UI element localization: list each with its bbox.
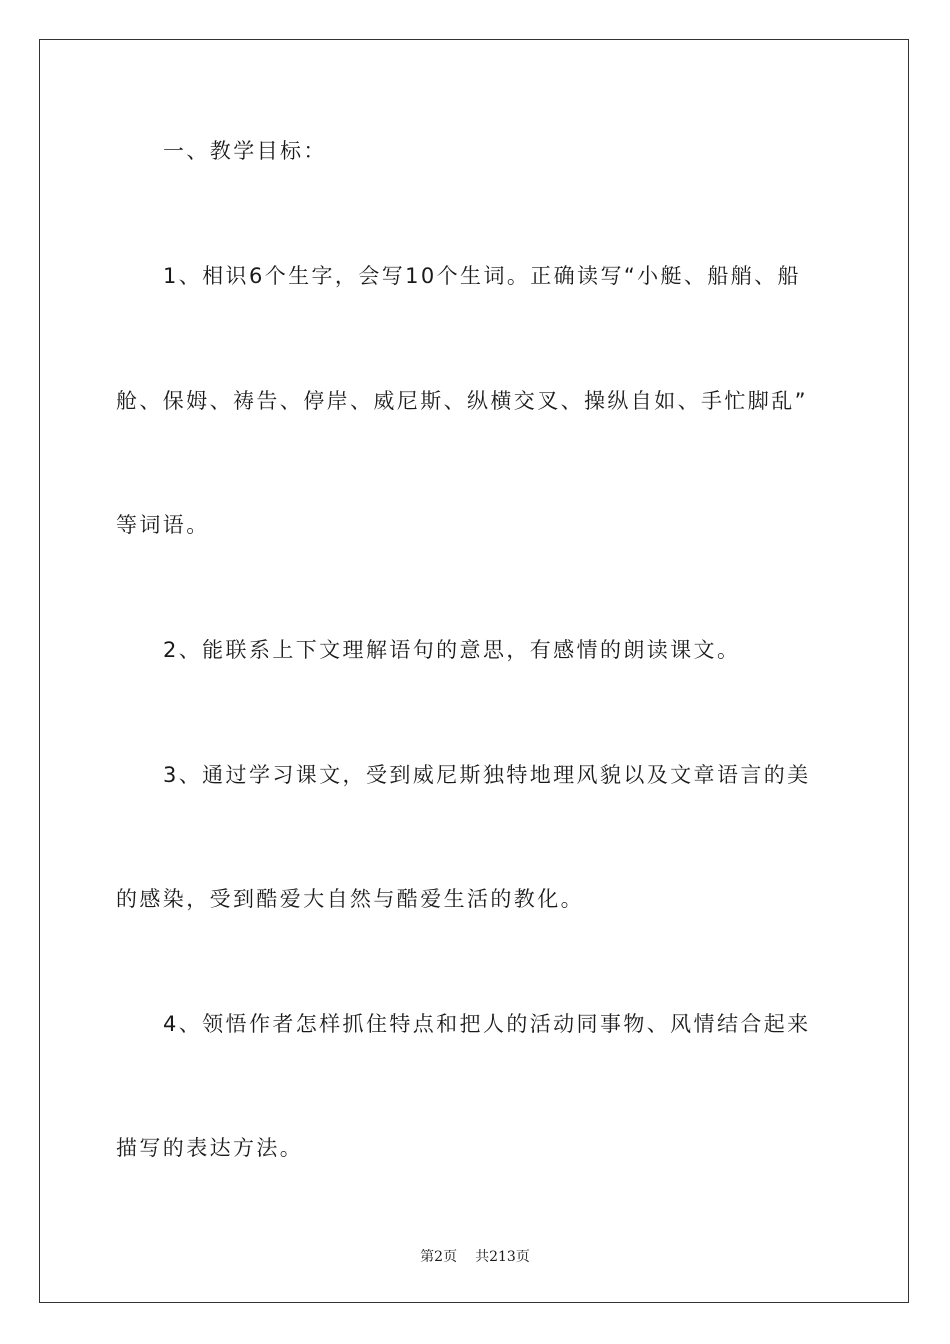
paragraph-line: 4、领悟作者怎样抓住特点和把人的活动同事物、风情结合起来 (163, 1012, 811, 1036)
paragraph-line: 等词语。 (116, 513, 210, 537)
paragraph-line: 3、通过学习课文，受到威尼斯独特地理风貌以及文章语言的美 (163, 763, 811, 787)
paragraph-line: 描写的表达方法。 (116, 1136, 304, 1160)
paragraph-line: 的感染，受到酷爱大自然与酷爱生活的教化。 (116, 887, 584, 911)
paragraph-line: 舱、保姆、祷告、停岸、威尼斯、纵横交叉、操纵自如、手忙脚乱” (116, 389, 808, 413)
page-frame (39, 39, 909, 1303)
page-footer (0, 1248, 950, 1266)
paragraph-line: 2、能联系上下文理解语句的意思，有感情的朗读课文。 (163, 638, 741, 662)
page-total: 共213页 (475, 1249, 530, 1265)
page-number: 第2页 (420, 1249, 458, 1265)
paragraph-line: 1、相识6个生字，会写10个生词。正确读写“小艇、船艄、船 (163, 264, 801, 288)
section-heading: 一、教学目标： (163, 139, 327, 163)
